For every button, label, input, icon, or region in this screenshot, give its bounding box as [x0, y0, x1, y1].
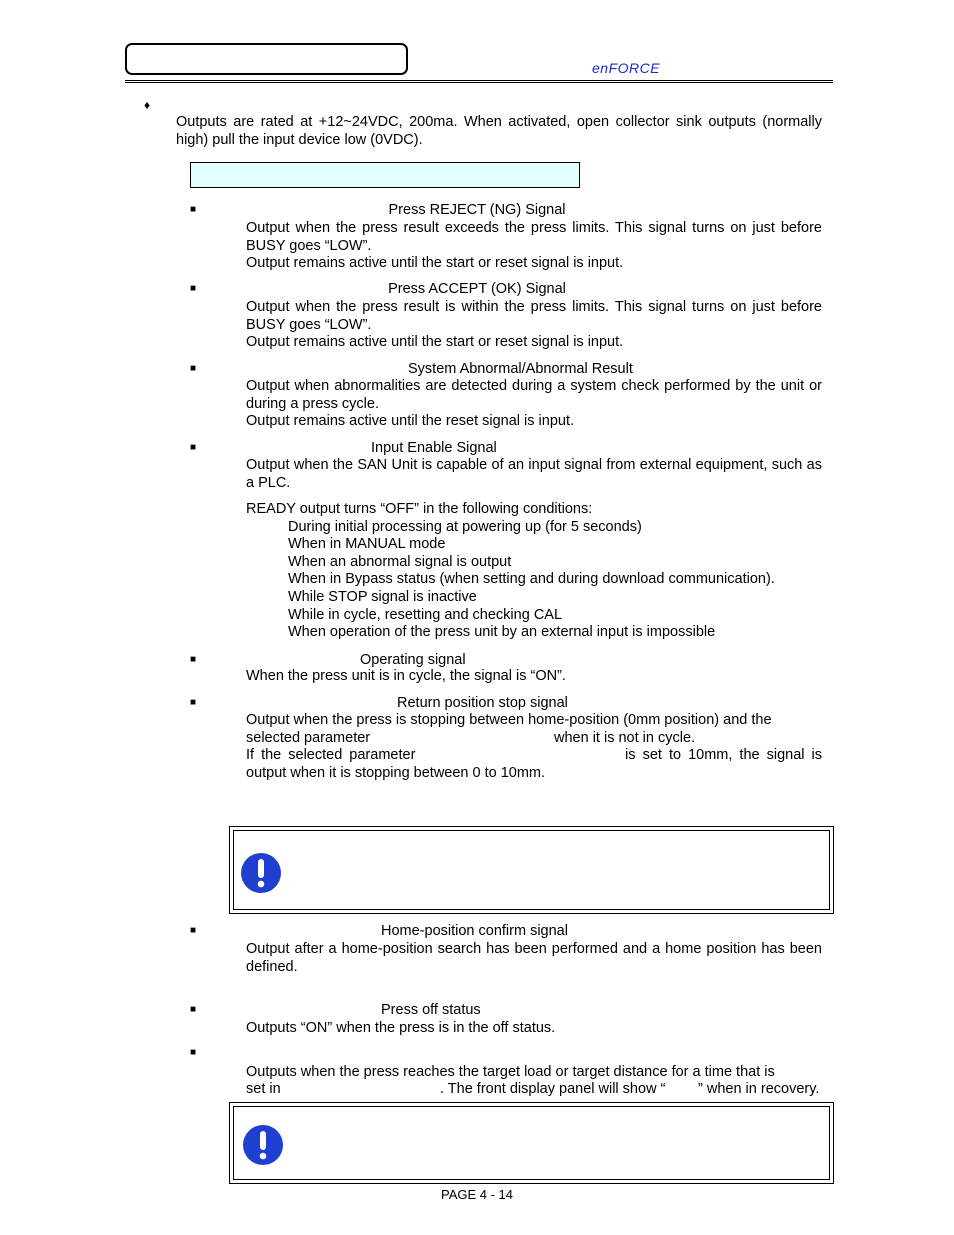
return-position-desc-4: output when it is stopping between 0 to 10mm.	[246, 765, 546, 781]
square-bullet-icon: ■	[190, 442, 197, 453]
header-rule	[125, 80, 833, 83]
return-position-signal-title: Return position stop signal	[397, 695, 568, 711]
brand-logo: enFORCE	[592, 60, 661, 76]
return-position-desc-2b: when it is not in cycle.	[554, 730, 696, 746]
diamond-bullet-icon: ♦	[144, 98, 151, 112]
reject-signal-title: Press REJECT (NG) Signal	[388, 202, 566, 218]
page-number: PAGE 4 - 14	[440, 1187, 513, 1202]
recovery-desc-2b: . The front display panel will show “	[440, 1081, 666, 1097]
ready-condition: When an abnormal signal is output	[288, 554, 512, 570]
accept-desc-2: Output remains active until the start or reset signal is input.	[246, 334, 624, 350]
abnormal-desc-1: Output when abnormalities are detected during a system check performed by the unit or during a press cycle.	[246, 378, 822, 412]
exclamation-caution-icon	[240, 852, 282, 894]
square-bullet-icon: ■	[190, 283, 197, 294]
exclamation-caution-icon	[242, 1124, 284, 1166]
square-bullet-icon: ■	[190, 363, 197, 374]
square-bullet-icon: ■	[190, 1047, 197, 1058]
return-position-desc-1: Output when the press is stopping between home-position (0mm position) and the	[246, 712, 772, 728]
ready-desc-1: Output when the SAN Unit is capable of an input signal from external equipment, such as a PLC.	[246, 457, 822, 491]
square-bullet-icon: ■	[190, 697, 197, 708]
home-confirm-signal-title: Home-position confirm signal	[381, 923, 568, 939]
square-bullet-icon: ■	[190, 654, 197, 665]
ready-condition: When operation of the press unit by an external input is impossible	[288, 624, 716, 640]
reject-desc-2: Output remains active until the start or reset signal is input.	[246, 255, 624, 271]
header-title-box	[125, 43, 408, 75]
ready-condition: When in MANUAL mode	[288, 536, 446, 552]
ready-condition: While STOP signal is inactive	[288, 589, 477, 605]
accept-signal-title: Press ACCEPT (OK) Signal	[388, 281, 566, 297]
abnormal-signal-title: System Abnormal/Abnormal Result	[408, 361, 633, 377]
accept-desc-1: Output when the press result is within the press limits. This signal turns on just before BUSY goes “LOW”.	[246, 299, 822, 333]
square-bullet-icon: ■	[190, 925, 197, 936]
abnormal-desc-2: Output remains active until the reset signal is input.	[246, 413, 575, 429]
section-heading-box	[190, 162, 580, 188]
caution-note-box	[229, 826, 834, 914]
ready-condition: During initial processing at powering up (for 5 seconds)	[288, 519, 642, 535]
reject-desc-1: Output when the press result exceeds the press limits. This signal turns on just before BUSY goes “LOW”.	[246, 220, 822, 254]
square-bullet-icon: ■	[190, 1004, 197, 1015]
press-off-desc: Outputs “ON” when the press is in the off status.	[246, 1020, 556, 1036]
recovery-desc-1: Outputs when the press reaches the target load or target distance for a time that is	[246, 1064, 775, 1080]
ready-condition: While in cycle, resetting and checking CAL	[288, 607, 563, 623]
ready-conditions-intro: READY output turns “OFF” in the following conditions:	[246, 501, 593, 517]
ready-signal-title: Input Enable Signal	[371, 440, 497, 456]
square-bullet-icon: ■	[190, 204, 197, 215]
return-position-desc-2a: selected parameter	[246, 730, 371, 746]
home-confirm-desc: Output after a home-position search has been performed and a home position has been defined.	[246, 941, 822, 975]
operating-signal-title: Operating signal	[360, 652, 466, 668]
return-position-desc-3b: is set to 10mm, the signal is	[625, 747, 822, 763]
caution-note-box	[229, 1102, 834, 1184]
recovery-desc-2c: ” when in recovery.	[698, 1081, 820, 1097]
recovery-desc-2a: set in	[246, 1081, 281, 1097]
operating-desc: When the press unit is in cycle, the signal is “ON”.	[246, 668, 566, 684]
return-position-desc-3a: If the selected parameter	[246, 747, 416, 763]
press-off-signal-title: Press off status	[381, 1002, 481, 1018]
intro-paragraph: Outputs are rated at +12~24VDC, 200ma. When activated, open collector sink outputs (normally high) pull the input device low (0VDC).	[176, 114, 822, 148]
ready-condition: When in Bypass status (when setting and during download communication).	[288, 571, 775, 587]
